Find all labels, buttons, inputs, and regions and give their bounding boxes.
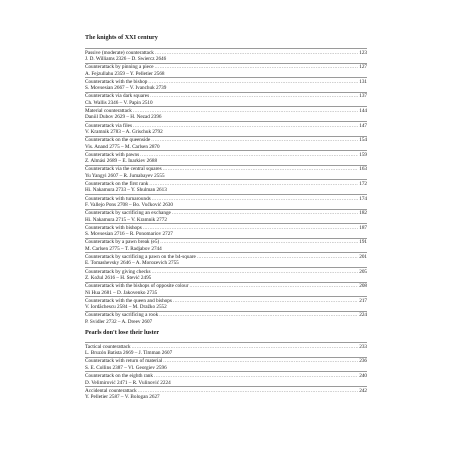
dot-leader [133,123,358,130]
toc-entry[interactable] [85,371,367,386]
entry-game-players: Yu Yangyi 2607 – R. Jumabayev 2555 [85,172,165,179]
table-of-contents [85,34,367,401]
toc-entry[interactable] [85,209,367,224]
entry-title: Counterattack with the queen and bishops [85,297,172,304]
entry-game-players: F. Vallejo Pons 2708 – Bo. Vučković 2630 [85,202,173,209]
dot-leader [163,358,358,365]
entry-game-players: A. Fejzullahu 2359 – Y. Pelletier 2568 [85,70,165,77]
entry-title: Tactical counterattack [85,343,131,350]
toc-entry[interactable] [85,179,367,194]
toc-entry[interactable] [85,106,367,121]
entry-title: Counterattack on the eighth rank [85,373,153,380]
dot-leader [189,283,358,290]
page-number: 147 [359,122,367,129]
entry-game-players: Hi. Nakamura 2733 – Y. Shulman 2613 [85,187,167,194]
entry-title: Material counterattack [85,107,132,114]
dot-leader [138,388,359,395]
page-number: 233 [359,343,367,350]
dot-leader [140,152,358,159]
entry-title: Counterattack via files [85,122,132,129]
entry-game-players: D. Velimirović 2471 – R. Vulinović 2224 [85,379,171,386]
page-number: 242 [359,387,367,394]
section-title: Pearls don't lose their luster [85,329,160,337]
entry-game-players: Vis. Anand 2775 – M. Carlsen 2870 [85,143,160,150]
entry-title: Counterattack with the bishop [85,78,148,85]
entry-game-players: Y. Pelletier 2587 – V. Bologan 2627 [85,394,160,401]
toc-entry-heading-line [85,93,367,100]
toc-sections [85,34,367,401]
entry-title: Counterattack with bishops [85,224,142,231]
page-number: 224 [359,312,367,319]
toc-entry[interactable] [85,63,367,78]
toc-entry[interactable] [85,296,367,311]
dot-leader [159,312,358,319]
entry-title: Counterattack with pawns [85,151,140,158]
entry-title: Counterattack by pinning a piece [85,64,154,71]
toc-entry[interactable] [85,92,367,107]
page-number: 137 [359,93,367,100]
dot-leader [151,137,358,144]
toc-entry[interactable] [85,311,367,326]
toc-entry-heading-line [85,239,367,246]
toc-entry-heading-line [85,312,367,319]
toc-entry[interactable] [85,238,367,253]
entry-title: Counterattack by sacrificing an exchange [85,210,171,217]
entry-game-players: S. E. Collins 2387 – Vl. Georgiev 2596 [85,364,167,371]
dot-leader [173,298,358,305]
entry-game-players: Hi. Nakamura 2715 – V. Kramnik 2772 [85,216,167,223]
dot-leader [155,50,358,57]
entry-title: Counterattack by a pawn break (e5) [85,239,160,246]
entry-title: Counterattack by sacrificing a pawn on the b4-square [85,253,196,260]
dot-leader [143,225,358,232]
dot-leader [172,210,358,217]
entry-title: Counterattack with the bishops of opposite colour [85,283,189,290]
dot-leader [155,64,359,71]
entry-title: Counterattack on the queenside [85,137,151,144]
dot-leader [160,239,358,246]
dot-leader [148,79,358,86]
toc-entry[interactable] [85,342,367,357]
entry-game-players: P. Svidler 2732 – A. Dreev 2607 [85,318,153,325]
entry-game-players: M. Carlsen 2775 – T. Radjabov 2744 [85,245,162,252]
entry-title: Counterattack via dark squares [85,93,150,100]
entry-game-players: E. Tomashevsky 2646 – A. Morozevich 2755 [85,260,179,267]
entry-title: Counterattack via the central squares [85,166,162,173]
page-number: 217 [359,297,367,304]
page-number: 182 [359,210,367,217]
page-number: 127 [359,64,367,71]
toc-entry[interactable] [85,77,367,92]
toc-entry[interactable] [85,357,367,372]
dot-leader [197,254,358,261]
page-number: 240 [359,373,367,380]
entry-game-players: V. Iordăchescu 2584 – M. Dražko 2552 [85,304,167,311]
toc-entry[interactable] [85,267,367,282]
page-number: 123 [359,49,367,56]
toc-entry-heading-line [85,166,367,173]
toc-entry-heading-line [85,64,367,71]
toc-entry-heading-line [85,210,367,217]
toc-entry-heading-line [85,283,367,290]
entry-game-players: Z. Kožul 2616 – H. Stević 2495 [85,275,152,281]
page-number: 191 [359,239,367,246]
page-number: 144 [359,107,367,114]
entry-title: Counterattack with return of material [85,358,163,365]
page-number: 205 [359,268,367,275]
toc-entry[interactable] [85,194,367,209]
entry-title: Counterattack on the first rank [85,180,149,187]
toc-entry[interactable] [85,386,367,401]
entry-game-players: L. Bruzón Batista 2669 – J. Timman 2607 [85,350,173,357]
toc-entry[interactable] [85,282,367,297]
toc-entry[interactable] [85,150,367,165]
entry-title: Accidental counterattack [85,387,137,394]
toc-entry[interactable] [85,121,367,136]
dot-leader [154,373,358,380]
page-number: 159 [359,151,367,158]
entry-game-players: S. Movsesian 2667 – V. Ivanchuk 2739 [85,85,167,92]
entry-game-players: Ch. Wallis 2346 – V. Papin 2510 [85,99,153,106]
dot-leader [152,196,359,203]
toc-entry[interactable] [85,223,367,238]
page-number: 174 [359,195,367,202]
toc-entry-heading-line [85,373,367,380]
dot-leader [149,181,358,188]
dot-leader [150,93,358,100]
toc-entry[interactable] [85,165,367,180]
entry-game-players: J. D. Williams 2326 – D. Swiercz 2646 [85,56,167,63]
entry-title: Passive (moderate) counterattack [85,49,154,56]
toc-entry[interactable] [85,48,367,63]
toc-entry-heading-line [85,358,367,365]
entry-game-players: Z. Almási 2689 – E. Inarkiev 2688 [85,158,158,165]
entry-title: Counterattack by giving checks [85,268,151,275]
page-number: 172 [359,180,367,187]
dot-leader [152,269,359,276]
dot-leader [163,166,359,173]
entry-title: Counterattack by sacrificing a rook [85,312,159,319]
toc-entry-heading-line [85,137,367,144]
toc-entry[interactable] [85,252,367,267]
page-number: 236 [359,358,367,365]
toc-entry[interactable] [85,136,367,151]
page-number: 131 [359,78,367,85]
entry-game-players: Daniil Dubov 2629 – H. Nezad 2396 [85,114,162,121]
page-number: 201 [359,253,367,260]
entry-game-players: Ni Hua 2681 – D. Jakovenko 2735 [85,289,158,296]
section-title: The knights of XXI century [85,34,158,41]
page-number: 187 [359,224,367,231]
entry-title: Counterattack with turnarounds [85,195,151,202]
dot-leader [133,108,358,115]
page-number: 163 [359,166,367,173]
entry-game-players: V. Kramnik 2783 – A. Grischuk 2792 [85,129,163,136]
page-number: 154 [359,137,367,144]
entry-game-players: S. Movsesian 2716 – R. Ponomariov 2727 [85,231,173,238]
page-number: 208 [359,283,367,290]
